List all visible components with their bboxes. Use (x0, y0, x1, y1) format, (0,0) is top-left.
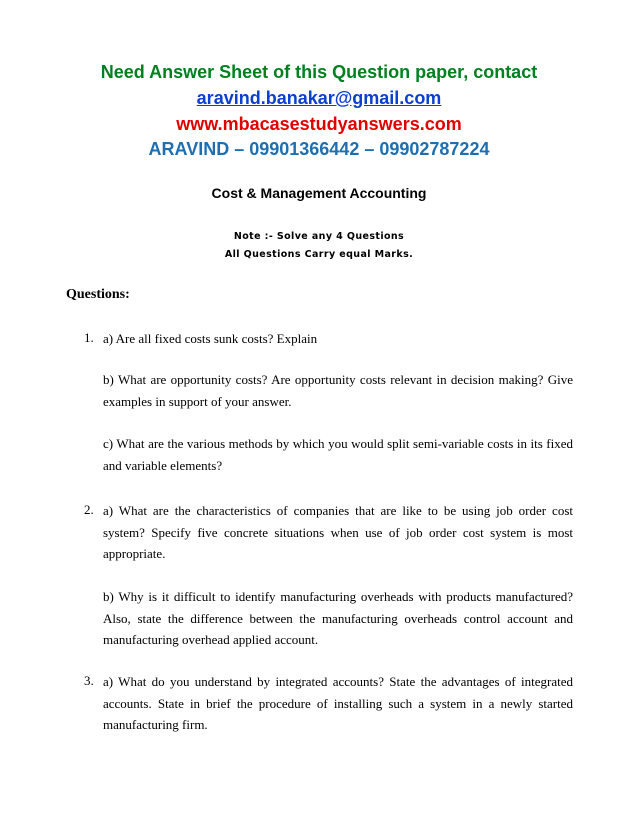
questions-heading: Questions: (66, 287, 130, 302)
question-number: 2. (84, 502, 94, 517)
page-title: Cost & Management Accounting (211, 185, 427, 201)
question-part: b) What are opportunity costs? Are opportunity costs relevant in decision making? Give examples in support of your answer. (103, 372, 573, 409)
question-part: a) Are all fixed costs sunk costs? Explain (103, 331, 318, 346)
email-line (0, 88, 638, 109)
question-part: a) What are the characteristics of companies that are like to be using job order cost system? Specify five concrete situations when use of job order cost system is most appropriate. (103, 503, 573, 561)
question-part: c) What are the various methods by which you would split semi-variable costs in its fixed and variable elements? (103, 436, 573, 473)
question-number: 1. (84, 330, 94, 345)
marks-note: All Questions Carry equal Marks. (224, 249, 414, 260)
question-part: b) Why is it difficult to identify manufacturing overheads with products manufactured? Also, state the difference between the manufacturing overheads control account and manufacturing overhead applied account. (103, 589, 573, 647)
phone-line: ARAVIND – 09901366442 – 09902787224 (148, 139, 490, 159)
instruction-note: Note :- Solve any 4 Questions (233, 231, 405, 242)
contact-line: Need Answer Sheet of this Question paper, contact (100, 62, 538, 82)
email-link[interactable]: aravind.banakar@gmail.com (196, 88, 442, 108)
question-part: a) What do you understand by integrated accounts? State the advantages of integrated accounts. State in brief the procedure of installing such a system in a newly started manufacturing firm. (103, 674, 573, 732)
question-number: 3. (84, 673, 94, 688)
website-line: www.mbacasestudyanswers.com (176, 114, 462, 134)
